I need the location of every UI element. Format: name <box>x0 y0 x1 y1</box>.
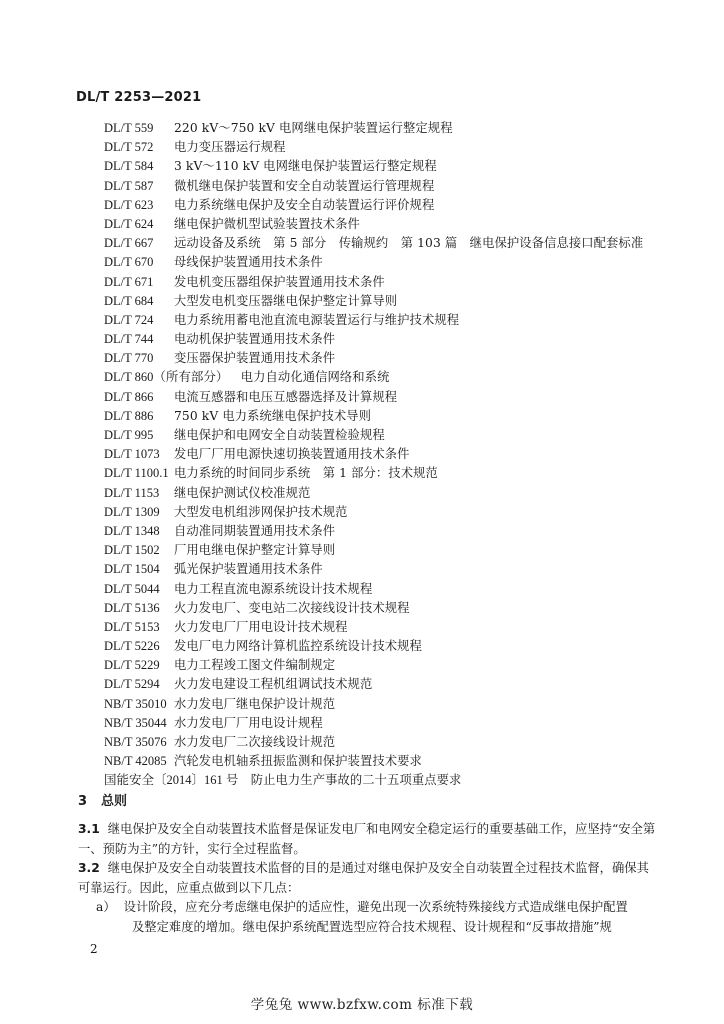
reference-item <box>104 637 694 656</box>
reference-code: DL/T 584 <box>104 159 154 174</box>
list-marker: a） <box>96 900 116 914</box>
reference-title: 电力工程竣工图文件编制规定 <box>174 658 336 673</box>
reference-title: 发电厂电力网络计算机监控系统设计技术规程 <box>174 639 422 654</box>
reference-title: 弧光保护装置通用技术条件 <box>174 562 323 577</box>
clause-3-2 <box>78 859 658 898</box>
reference-title: 火力发电建设工程机组调试技术规范 <box>174 677 373 692</box>
reference-item <box>104 177 694 196</box>
reference-title: 继电保护微机型试验装置技术条件 <box>174 216 360 231</box>
reference-item <box>104 157 694 176</box>
reference-title: 火力发电厂厂用电设计技术规程 <box>174 619 348 634</box>
reference-code: DL/T 572 <box>104 140 154 155</box>
reference-item <box>104 119 694 138</box>
reference-title: 发电机变压器组保护装置通用技术条件 <box>174 274 385 289</box>
reference-item <box>104 368 694 387</box>
clause-number: 3.1 <box>78 822 100 836</box>
reference-item <box>104 675 694 694</box>
reference-code: NB/T 35044 <box>104 715 167 730</box>
reference-code: DL/T 770 <box>104 351 154 366</box>
list-item-text-line2: 及整定难度的增加。继电保护系统配置选型应符合技术规程、设计规程和“反事故措施”规 <box>132 919 612 934</box>
reference-code: DL/T 1153 <box>104 485 160 500</box>
reference-item <box>104 733 694 752</box>
section-title: 总则 <box>101 794 128 809</box>
reference-item <box>104 349 694 368</box>
reference-item <box>104 292 694 311</box>
reference-title: 变压器保护装置通用技术条件 <box>174 351 336 366</box>
reference-title: 220 kV～750 kV 电网继电保护装置运行整定规程 <box>174 121 453 135</box>
reference-code: DL/T 671 <box>104 274 154 289</box>
reference-code: DL/T 1073 <box>104 447 160 462</box>
reference-code: DL/T 5044 <box>104 581 160 596</box>
reference-item <box>104 695 694 714</box>
reference-code: DL/T 5136 <box>104 600 160 615</box>
reference-title: 电力系统的时间同步系统 第 1 部分：技术规范 <box>174 466 438 481</box>
reference-code: DL/T 1309 <box>104 504 160 519</box>
reference-code: DL/T 860（所有部分） <box>104 370 229 385</box>
reference-item <box>104 196 694 215</box>
reference-title: 汽轮发电机轴系扭振监测和保护装置技术要求 <box>174 754 422 769</box>
page-number: 2 <box>90 942 98 956</box>
document-number: DL/T 2253—2021 <box>76 90 202 105</box>
reference-code: DL/T 1504 <box>104 562 160 577</box>
reference-code: DL/T 1502 <box>104 543 160 558</box>
section-number: 3 <box>78 794 88 809</box>
reference-code: DL/T 587 <box>104 178 154 193</box>
list-item-a <box>96 898 658 937</box>
reference-item <box>104 253 694 272</box>
reference-item <box>104 426 694 445</box>
reference-title: 水力发电厂二次接线设计规范 <box>174 735 336 749</box>
reference-item <box>104 138 694 157</box>
reference-code: NB/T 42085 <box>104 754 167 769</box>
reference-item <box>104 618 694 637</box>
clause-number: 3.2 <box>78 861 100 875</box>
list-item-text-line1: 设计阶段，应充分考虑继电保护的适应性，避免出现一次系统特殊接线方式造成继电保护配置 <box>123 900 628 914</box>
reference-code: DL/T 1348 <box>104 523 160 538</box>
reference-code: DL/T 5153 <box>104 619 160 634</box>
watermark-footer: 学兔兔 www.bzfxw.com 标准下载 <box>250 997 474 1013</box>
reference-code: DL/T 5226 <box>104 639 160 654</box>
reference-code: DL/T 995 <box>104 428 154 442</box>
reference-title: 电力系统继电保护及安全自动装置运行评价规程 <box>174 197 435 212</box>
reference-item <box>104 407 694 426</box>
normative-references-list <box>104 119 694 791</box>
reference-title: 水力发电厂继电保护设计规范 <box>174 696 336 711</box>
reference-title: 自动准同期装置通用技术条件 <box>174 523 336 538</box>
reference-code: NB/T 35010 <box>104 696 167 711</box>
reference-code: DL/T 670 <box>104 255 154 270</box>
reference-code: DL/T 667 <box>104 236 154 251</box>
reference-title: 电动机保护装置通用技术条件 <box>174 332 336 347</box>
section-heading <box>78 790 127 809</box>
reference-code: DL/T 5229 <box>104 658 160 673</box>
reference-item <box>104 273 694 292</box>
reference-title: 母线保护装置通用技术条件 <box>174 255 323 270</box>
reference-code: DL/T 623 <box>104 197 154 212</box>
reference-code: NB/T 35076 <box>104 735 167 749</box>
reference-code: DL/T 684 <box>104 293 154 308</box>
reference-item <box>104 445 694 464</box>
reference-item <box>104 484 694 503</box>
reference-code: DL/T 624 <box>104 216 154 231</box>
reference-title: 电力变压器运行规程 <box>174 140 286 155</box>
reference-title: 电流互感器和电压互感器选择及计算规程 <box>174 389 398 404</box>
reference-title: 防止电力生产事故的二十五项重点要求 <box>250 773 462 788</box>
reference-title: 水力发电厂厂用电设计规程 <box>174 715 323 730</box>
reference-code: 国能安全〔2014〕161 号 <box>104 773 239 788</box>
reference-item <box>104 388 694 407</box>
reference-title: 微机继电保护装置和安全自动装置运行管理规程 <box>174 178 435 193</box>
reference-title: 发电厂厂用电源快速切换装置通用技术条件 <box>174 447 410 462</box>
clause-text: 继电保护及安全自动装置技术监督是保证发电厂和电网安全稳定运行的重要基础工作，应坚持“安全第一、预防为主”的方针，实行全过程监督。 <box>78 822 656 856</box>
reference-item <box>104 215 694 234</box>
reference-item <box>104 656 694 675</box>
clause-text: 继电保护及安全自动装置技术监督的目的是通过对继电保护及安全自动装置全过程技术监督，确保其可靠运行。因此，应重点做到以下几点： <box>78 861 649 895</box>
reference-code: DL/T 5294 <box>104 677 160 692</box>
reference-item <box>104 580 694 599</box>
reference-title: 远动设备及系统 第 5 部分 传输规约 第 103 篇 继电保护设备信息接口配套标准 <box>174 236 644 251</box>
reference-item <box>104 714 694 733</box>
reference-item <box>104 599 694 618</box>
reference-code: DL/T 1100.1 <box>104 466 169 481</box>
reference-title: 电力工程直流电源系统设计技术规程 <box>174 581 373 596</box>
reference-code: DL/T 724 <box>104 312 154 327</box>
reference-item <box>104 503 694 522</box>
reference-item <box>104 234 694 253</box>
reference-item <box>104 330 694 349</box>
reference-title: 厂用电继电保护整定计算导则 <box>174 543 336 558</box>
reference-code: DL/T 866 <box>104 389 154 404</box>
reference-title: 3 kV～110 kV 电网继电保护装置运行整定规程 <box>174 159 437 174</box>
reference-title: 继电保护测试仪校准规范 <box>174 485 311 500</box>
clause-3-1 <box>78 820 658 859</box>
reference-item <box>104 522 694 541</box>
reference-item <box>104 560 694 579</box>
reference-title: 电力系统用蓄电池直流电源装置运行与维护技术规程 <box>174 312 460 327</box>
reference-item <box>104 752 694 771</box>
reference-item <box>104 541 694 560</box>
reference-title: 火力发电厂、变电站二次接线设计技术规程 <box>174 600 410 615</box>
reference-code: DL/T 559 <box>104 121 154 135</box>
reference-item <box>104 464 694 483</box>
reference-code: DL/T 886 <box>104 408 154 423</box>
reference-code: DL/T 744 <box>104 332 154 347</box>
reference-title: 电力自动化通信网络和系统 <box>240 370 390 385</box>
reference-title: 750 kV 电力系统继电保护技术导则 <box>174 408 372 423</box>
reference-title: 大型发电机组涉网保护技术规范 <box>174 504 348 519</box>
reference-title: 大型发电机变压器继电保护整定计算导则 <box>174 293 398 308</box>
reference-item <box>104 311 694 330</box>
reference-title: 继电保护和电网安全自动装置检验规程 <box>174 428 385 442</box>
reference-item <box>104 771 694 790</box>
